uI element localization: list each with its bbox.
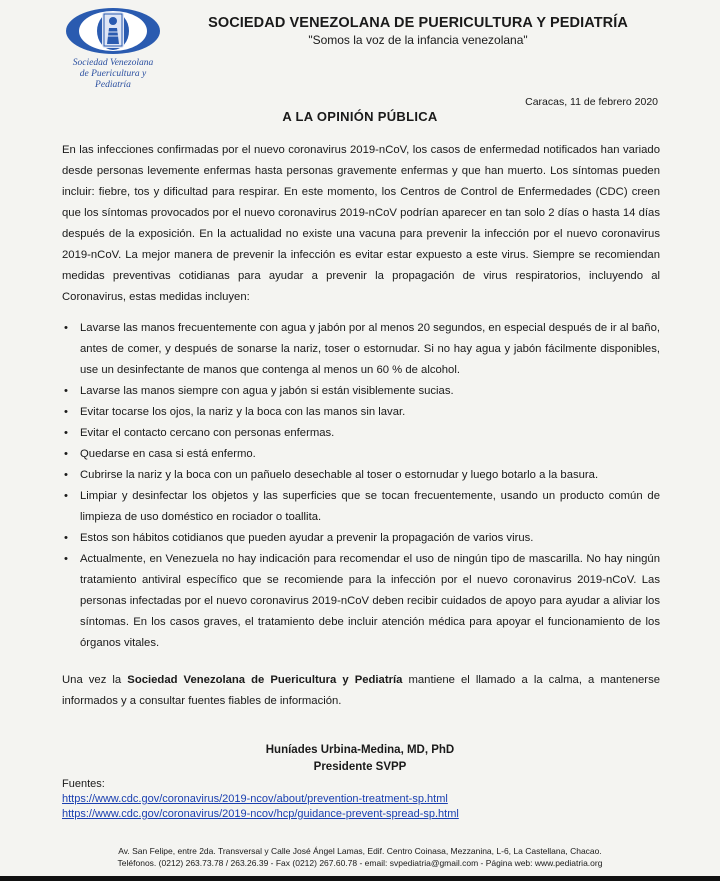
footer-contact: Teléfonos. (0212) 263.73.78 / 263.26.39 - Fax (0212) 267.60.78 - email: svpediatria@gmail.com - Página web: www.pediatria.org: [117, 858, 603, 868]
bullet-icon: •: [64, 490, 68, 502]
sources-section: [62, 777, 459, 822]
bullet-icon: •: [64, 385, 68, 397]
source-link-2[interactable]: https://www.cdc.gov/coronavirus/2019-ncov/hcp/guidance-prevent-spread-sp.html: [62, 808, 459, 820]
list-item: [62, 381, 660, 402]
bullet-icon: •: [64, 322, 68, 334]
list-item-text: Cubrirse la nariz y la boca con un pañuelo desechable al toser o estornudar y luego botarlo a la basura.: [80, 469, 599, 481]
list-item-text: Estos son hábitos cotidianos que pueden ayudar a prevenir la propagación de varios virus.: [80, 532, 534, 544]
motto: "Somos la voz de la infancia venezolana": [308, 33, 528, 47]
closing-paragraph: [62, 670, 660, 712]
sources-label: Fuentes:: [62, 778, 105, 790]
closing-org-name: Sociedad Venezolana de Puericultura y Pediatría: [127, 674, 403, 686]
list-item: [62, 318, 660, 381]
intro-paragraph: En las infecciones confirmadas por el nuevo coronavirus 2019-nCoV, los casos de enfermedad notificados han variado desde personas levemente enfermas hasta personas gravemente enfermas y que han muerto. Los síntomas pueden incluir: fiebre, tos y dificultad para respirar. En este momento, los Centros de Control de Enfermedades (CDC) creen que los síntomas provocados por el nuevo coronavirus 2019-nCoV podrían aparecer en tan solo 2 días o hasta 14 días después de la exposición. En la actualidad no existe una vacuna para prevenir la infección por el nuevo coronavirus 2019-nCoV. La mejor manera de prevenir la infección es evitar estar expuesto a este virus. Siempre se recomiendan medidas preventivas cotidianas para ayudar a prevenir la propagación de virus respiratorios, incluyendo al Coronavirus, estas medidas incluyen:: [62, 144, 660, 303]
list-item-text: Lavarse las manos siempre con agua y jabón si están visiblemente sucias.: [80, 385, 454, 397]
list-item-text: Lavarse las manos frecuentemente con agua y jabón por al menos 20 segundos, en especial después de ir al baño, antes de comer, y después de sonarse la nariz, toser o estornudar. Si no hay agua y jabón fácilmente disponibles, use un desinfectante de manos que contenga al menos un 60 % de alcohol.: [80, 322, 660, 376]
list-item: [62, 465, 660, 486]
list-item: [62, 549, 660, 654]
bottom-edge: [0, 876, 720, 881]
signatory-name: Huníades Urbina-Medina, MD, PhD: [265, 744, 455, 756]
list-item-text: Actualmente, en Venezuela no hay indicación para recomendar el uso de ningún tipo de mascarilla. No hay ningún tratamiento antiviral específico que se recomiende para la infección por el nuevo coronavirus 2019-nCoV. Las personas infectadas por el nuevo coronavirus 2019-nCoV deben recibir cuidados de apoyo para ayudar a aliviar los síntomas. En los casos graves, el tratamiento debe incluir atención médica para apoyar el funcionamiento de los órganos vitales.: [80, 553, 660, 649]
bullet-icon: •: [64, 406, 68, 418]
organization-name: SOCIEDAD VENEZOLANA DE PUERICULTURA Y PEDIATRÍA: [208, 15, 628, 31]
svpp-logo: [62, 6, 164, 91]
source-link-1[interactable]: https://www.cdc.gov/coronavirus/2019-ncov/about/prevention-treatment-sp.html: [62, 793, 448, 805]
bullet-icon: •: [64, 448, 68, 460]
closing-text-start: Una vez la: [62, 674, 128, 686]
prevention-measures-list: [62, 318, 660, 654]
list-item-text: Quedarse en casa si está enfermo.: [80, 448, 256, 460]
bullet-icon: •: [64, 532, 68, 544]
bullet-icon: •: [64, 427, 68, 439]
list-item: [62, 486, 660, 528]
list-item-text: Evitar tocarse los ojos, la nariz y la boca con las manos sin lavar.: [80, 406, 406, 418]
logo-line-1: Sociedad Venezolana: [72, 58, 154, 68]
signatory-title: Presidente SVPP: [313, 761, 407, 773]
footer: [0, 845, 720, 869]
closing-text-end: mantiene el llamado a la calma, a mantenerse informados y a consultar fuentes fiables de información.: [62, 674, 661, 707]
list-item: [62, 423, 660, 444]
list-item-text: Limpiar y desinfectar los objetos y las superficies que se tocan frecuentemente, usando un producto común de limpieza de uso doméstico en rociador o toallita.: [80, 490, 660, 523]
list-item: [62, 444, 660, 465]
bullet-icon: •: [64, 553, 68, 565]
footer-address: Av. San Felipe, entre 2da. Transversal y Calle José Ángel Lamas, Edif. Centro Coinasa, Mezzanina, L-6, La Castellana, Chacao.: [118, 846, 602, 856]
list-item-text: Evitar el contacto cercano con personas enfermas.: [80, 427, 335, 439]
bullet-icon: •: [64, 469, 68, 481]
document-heading: A LA OPINIÓN PÚBLICA: [282, 109, 438, 124]
list-item: [62, 528, 660, 549]
logo-line-2: de Puericultura y Pediatría: [79, 69, 147, 90]
logo-emblem-icon: [64, 6, 162, 56]
document-date: Caracas, 11 de febrero 2020: [525, 96, 658, 108]
list-item: [62, 402, 660, 423]
